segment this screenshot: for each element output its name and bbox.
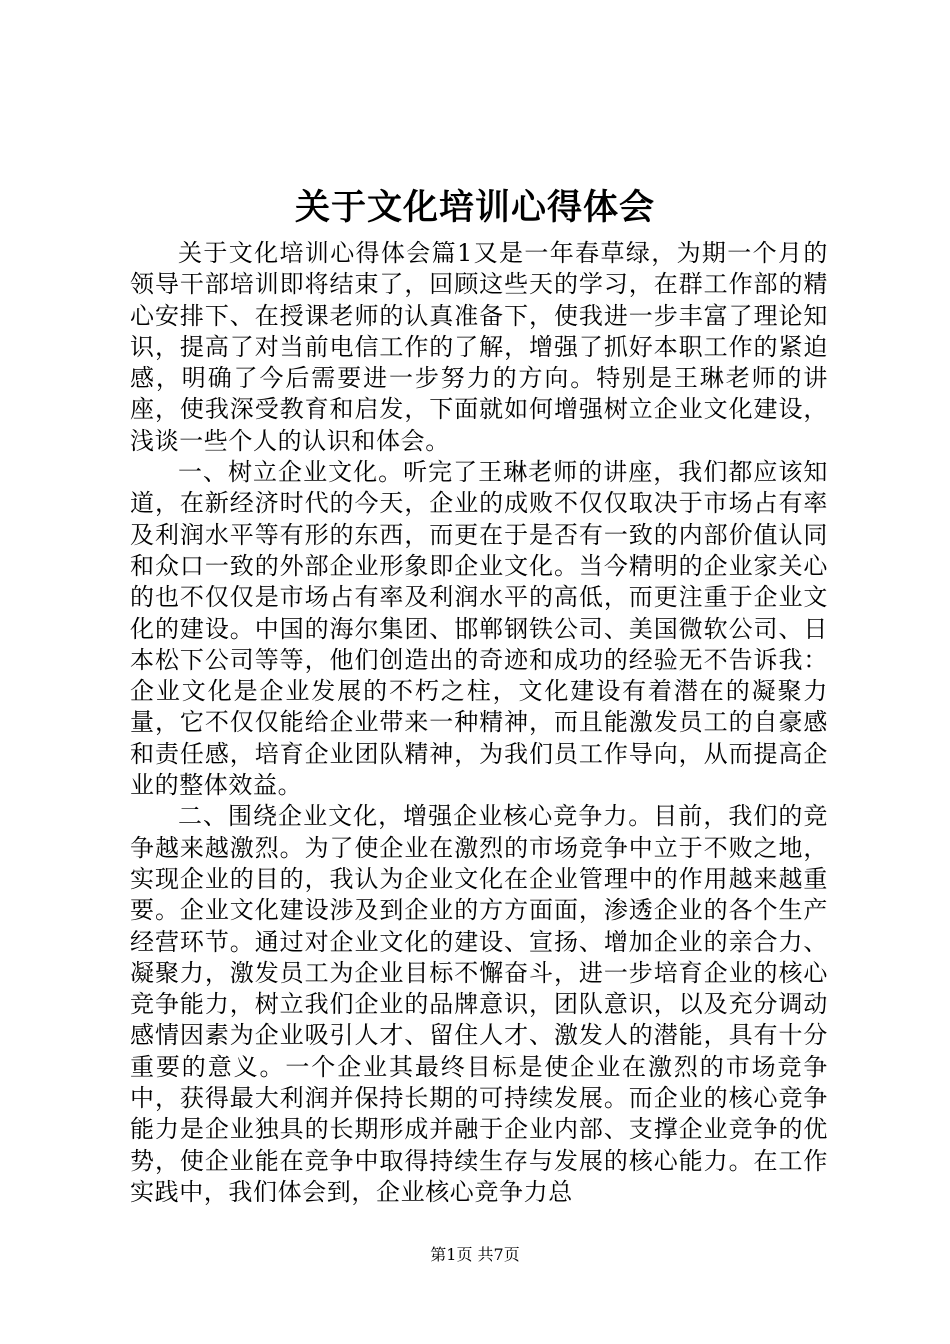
page-title: 关于文化培训心得体会 [294,187,655,228]
paragraph-section-1: 一、树立企业文化。听完了王琳老师的讲座，我们都应该知道，在新经济时代的今天，企业的成败不仅仅取决于市场占有率及利润水平等有形的东西，而更在于是否有一致的内部价值认同和众口一致的外部企业形象即企业文化。当今精明的企业家关心的也不仅仅是市场占有率及利润水平的高低，而更注重于企业文化的建设。中国的海尔集团、邯郸钢铁公司、美国微软公司、日本松下公司等等，他们创造出的奇迹和成功的经验无不告诉我：企业文化是企业发展的不朽之柱，文化建设有着潜在的凝聚力量，它不仅仅能给企业带来一种精神，而且能激发员工的自豪感和责任感，培育企业团队精神，为我们员工作导向，从而提高企业的整体效益。 [130,458,828,800]
page-number-label: 第1页 共7页 [430,1245,520,1264]
paragraph-section-2: 二、围绕企业文化，增强企业核心竞争力。目前，我们的竞争越来越激烈。为了使企业在激烈的市场竞争中立于不败之地，实现企业的目的，我认为企业文化在企业管理中的作用越来越重要。企业文化建设涉及到企业的方方面面，渗透企业的各个生产经营环节。通过对企业文化的建设、宣扬、增加企业的亲合力、凝聚力，激发员工为企业目标不懈奋斗，进一步培育企业的核心竞争能力，树立我们企业的品牌意识，团队意识，以及充分调动感情因素为企业吸引人才、留住人才、激发人的潜能，具有十分重要的意义。一个企业其最终目标是使企业在激烈的市场竞争中，获得最大利润并保持长期的可持续发展。而企业的核心竞争能力是企业独具的长期形成并融于企业内部、支撑企业竞争的优势，使企业能在竞争中取得持续生存与发展的核心能力。在工作实践中，我们体会到，企业核心竞争力总 [130,802,828,1206]
page-footer [0,1245,950,1265]
paragraph-intro: 关于文化培训心得体会篇1又是一年春草绿，为期一个月的领导干部培训即将结束了，回顾这些天的学习，在群工作部的精心安排下、在授课老师的认真准备下，使我进一步丰富了理论知识，提高了对当前电信工作的了解，增强了抓好本职工作的紧迫感，明确了今后需要进一步努力的方向。特别是王琳老师的讲座，使我深受教育和启发，下面就如何增强树立企业文化建设，浅谈一些个人的认识和体会。 [130,239,828,455]
document-body [130,238,828,1208]
